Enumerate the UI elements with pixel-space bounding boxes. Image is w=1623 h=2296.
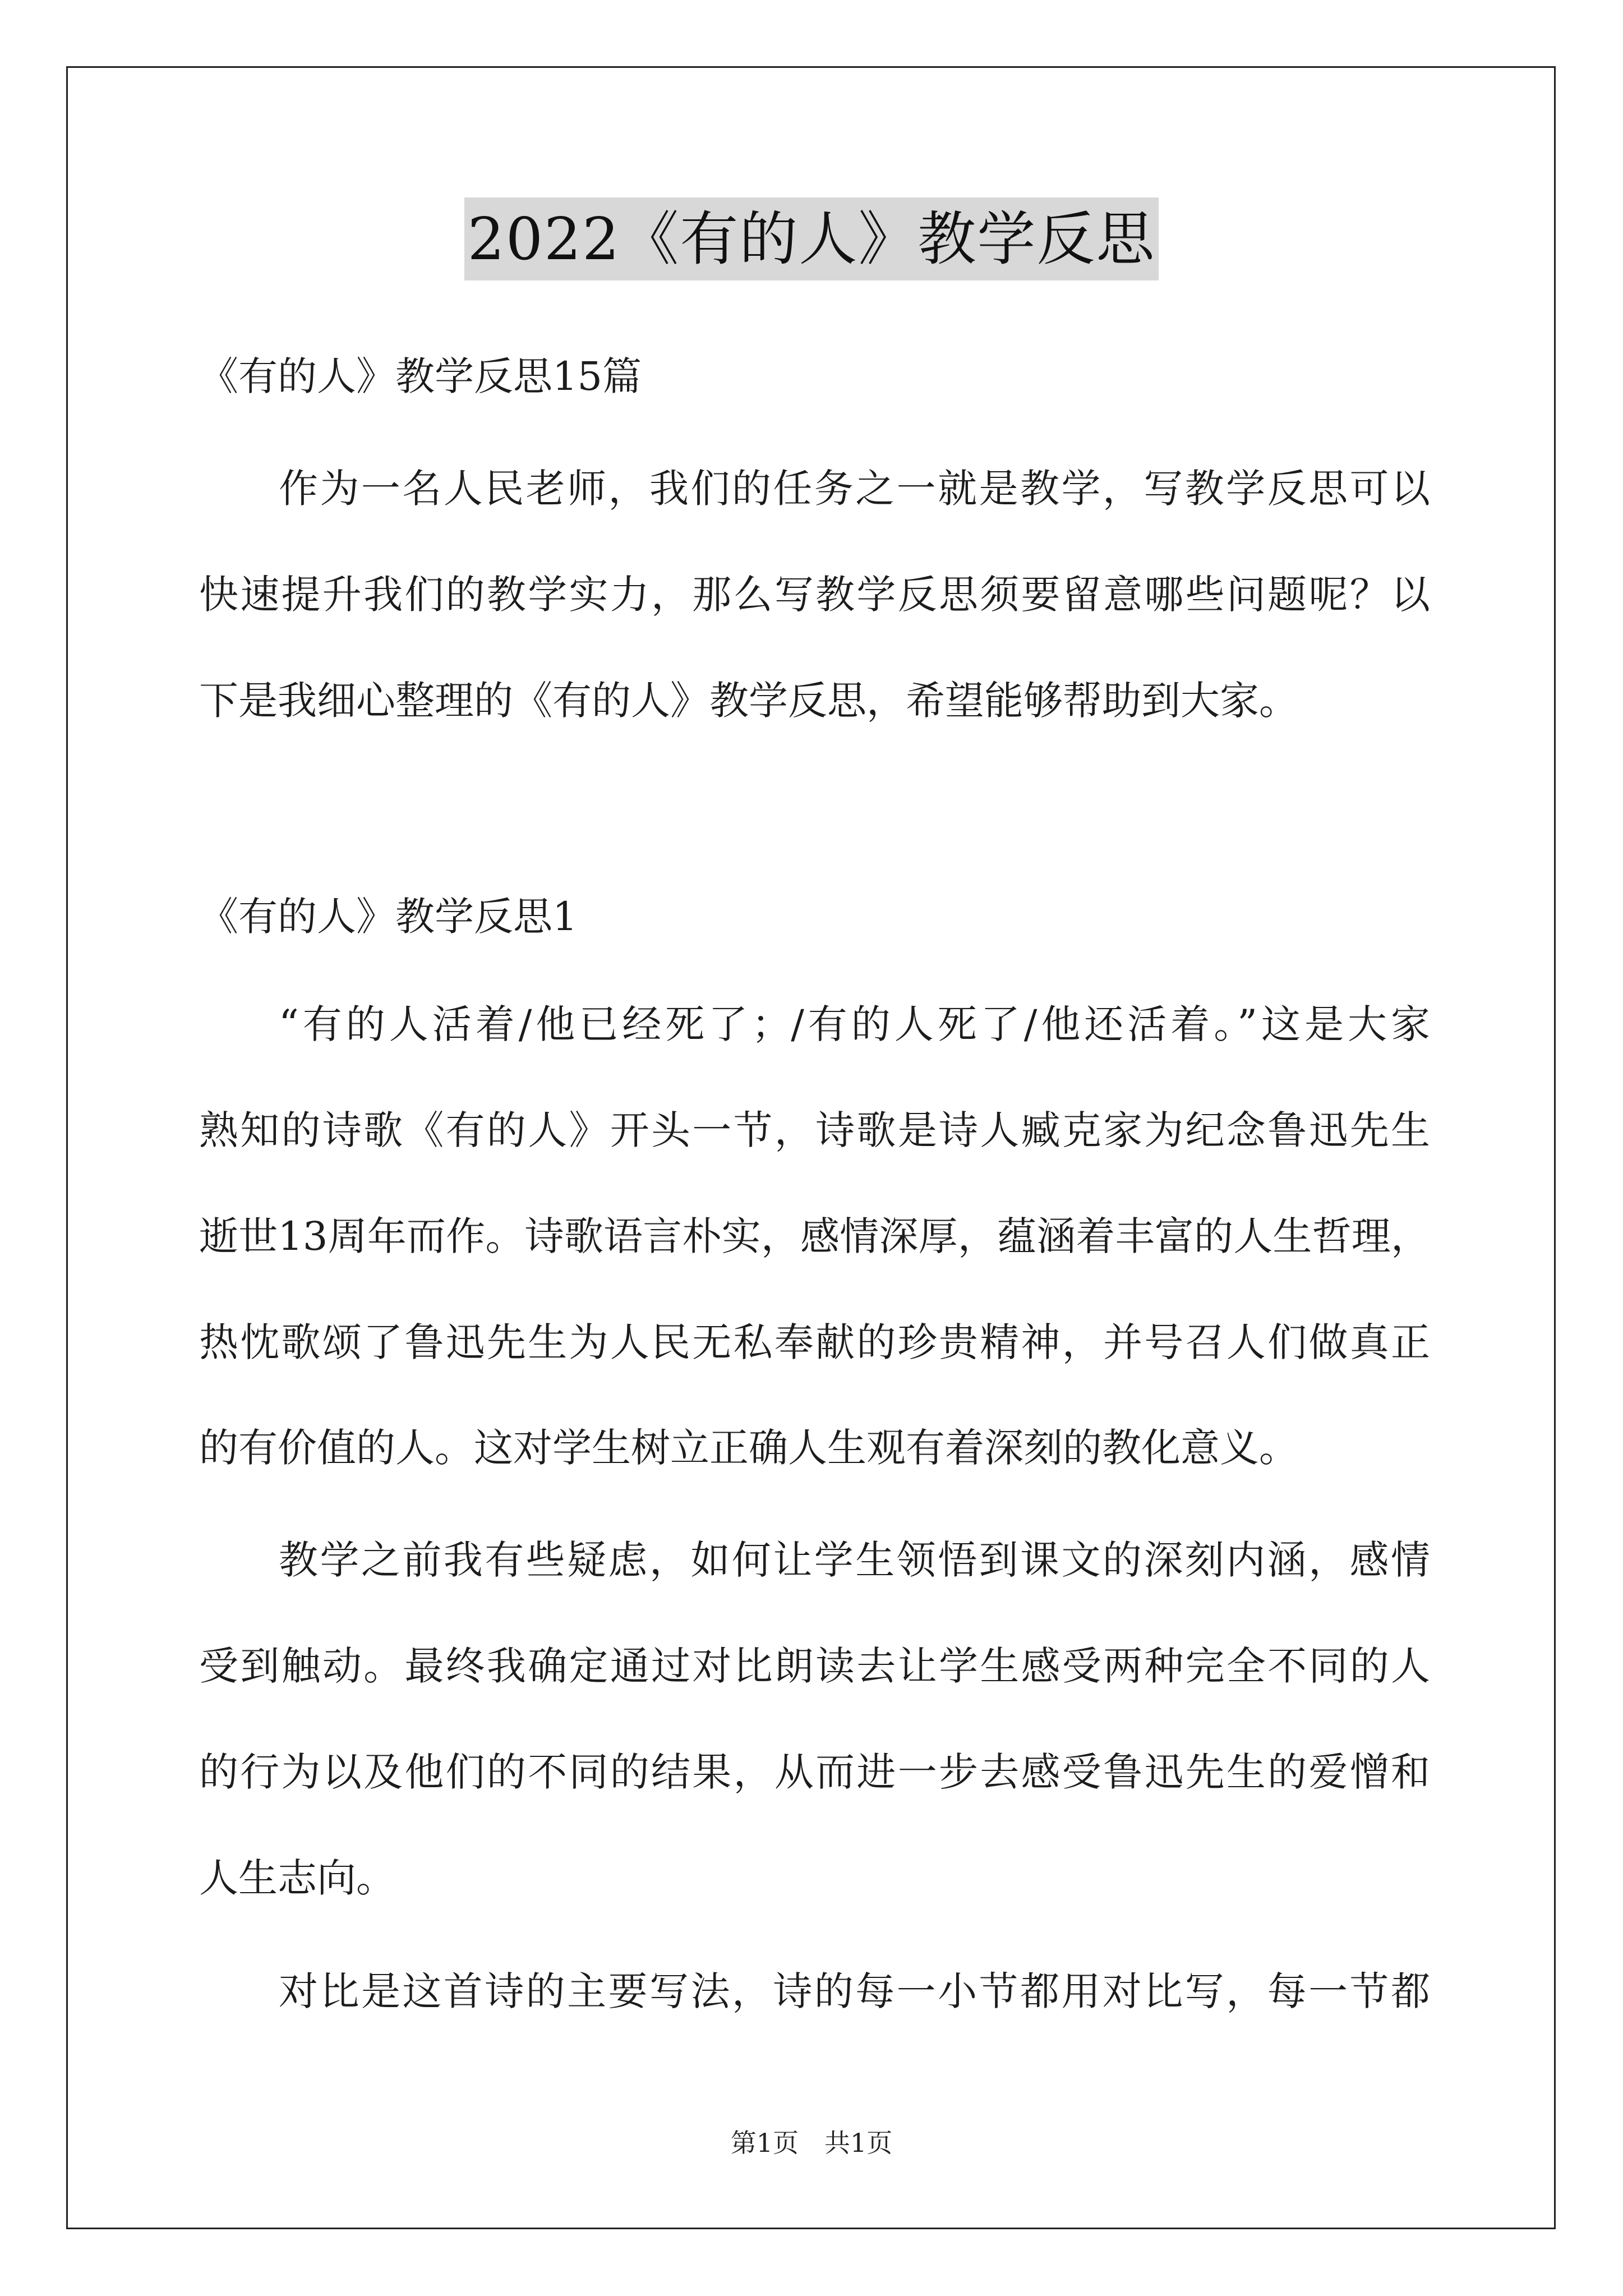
- paragraph-line: 熟知的诗歌《有的人》开头一节，诗歌是诗人臧克家为纪念鲁迅先生: [199, 1107, 1430, 1153]
- paragraph-line: 的行为以及他们的不同的结果，从而进一步去感受鲁迅先生的爱憎和: [199, 1749, 1430, 1795]
- paragraph-line: 热忱歌颂了鲁迅先生为人民无私奉献的珍贵精神，并号召人们做真正: [199, 1319, 1430, 1365]
- intro-line: 下是我细心整理的《有的人》教学反思，希望能够帮助到大家。: [199, 678, 1298, 724]
- title-container: [0, 197, 1623, 280]
- intro-line: 快速提升我们的教学实力，那么写教学反思须要留意哪些问题呢？以: [199, 572, 1430, 618]
- paragraph-line: 教学之前我有些疑虑，如何让学生领悟到课文的深刻内涵，感情: [279, 1537, 1430, 1583]
- paragraph-line: “有的人活着/他已经死了；/有的人死了/他还活着。”这是大家: [279, 1001, 1430, 1047]
- document-title: 2022《有的人》教学反思: [464, 197, 1159, 280]
- section-heading: 《有的人》教学反思1: [199, 894, 578, 940]
- paragraph-line: 对比是这首诗的主要写法，诗的每一小节都用对比写，每一节都: [279, 1968, 1430, 2014]
- page-footer: 第1页 共1页: [730, 2128, 893, 2158]
- paragraph-line: 人生志向。: [199, 1855, 395, 1901]
- paragraph-line: 逝世13周年而作。诗歌语言朴实，感情深厚，蕴涵着丰富的人生哲理，: [199, 1213, 1430, 1259]
- paragraph-line: 受到触动。最终我确定通过对比朗读去让学生感受两种完全不同的人: [199, 1643, 1430, 1689]
- document-subtitle: 《有的人》教学反思15篇: [199, 353, 642, 399]
- intro-line: 作为一名人民老师，我们的任务之一就是教学，写教学反思可以: [279, 466, 1430, 512]
- paragraph-line: 的有价值的人。这对学生树立正确人生观有着深刻的教化意义。: [199, 1425, 1298, 1471]
